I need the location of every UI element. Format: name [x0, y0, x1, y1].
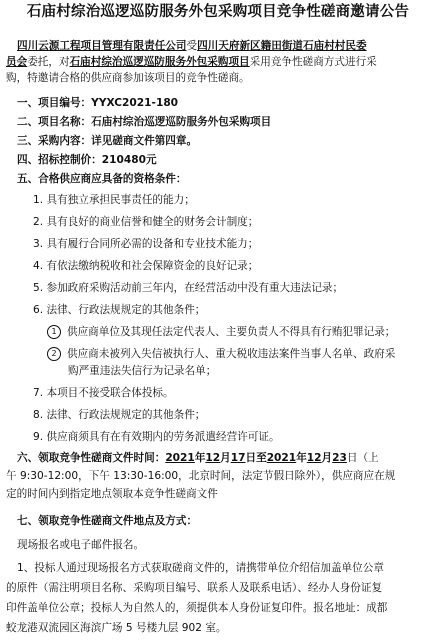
- intro-text: 采用竞争性磋商方式进行采: [249, 56, 377, 68]
- agency-name: 四川云源工程项目管理有限责任公司: [17, 40, 187, 52]
- intro-text: 受: [186, 40, 198, 52]
- section7-line: 印件盖单位公章；投标人为自然人的，须提供本人身份证复印件。报名地址：成都: [6, 602, 388, 614]
- page-title: 石庙村综治巡逻巡防服务外包采购项目竞争性磋商邀请公告: [26, 3, 410, 20]
- section6-line-1: 六、领取竞争性磋商文件时间：2021年12月17日至2021年12月23日（上: [17, 452, 379, 464]
- circled-number-1: 1: [47, 325, 61, 339]
- section6-heading: 六、领取竞争性磋商文件时间：: [17, 452, 166, 464]
- section7-line: 现场报名或电子邮件报名。: [17, 539, 145, 551]
- section7-line: 蛟龙港双流园区海滨广场 5 号楼九层 902 室。: [6, 622, 227, 634]
- qualification-item: 7. 本项目不接受联合体投标。: [33, 387, 174, 399]
- sub-item: 2 供应商未被列入失信被执行人、重大税收违法案件当事人名单、政府采: [0, 346, 436, 362]
- circled-number-2: 2: [47, 347, 61, 361]
- section6-line-2: 午 9:30-12:00，下午 13:30-16:00，北京时间，法定节假日除外），供应商应在规: [6, 470, 396, 482]
- section6-line-3: 定的时间内到指定地点领取本竞争性磋商文件: [6, 488, 218, 500]
- intro-text: 委托，对: [27, 56, 70, 68]
- intro-line-1: [0, 38, 436, 54]
- qualification-item: 9. 供应商须具有在有效期内的劳务派遣经营许可证。: [33, 431, 280, 443]
- section7-heading: 七、领取竞争性磋商文件地点及方式：: [17, 515, 198, 527]
- control-price: 四、招标控制价：210480元: [17, 154, 157, 166]
- purchaser-name-cont: 员会: [6, 56, 28, 68]
- purchaser-name: 四川天府新区籍田街道石庙村村民委: [197, 40, 367, 52]
- qualification-item: 8. 法律、行政法规规定的其他条件；: [33, 409, 206, 421]
- procurement-content: 三、采购内容：详见磋商文件第四章。: [17, 135, 198, 147]
- qualification-item: 4. 有依法缴纳税收和社会保障资金的良好记录；: [33, 260, 259, 272]
- qualification-item: 1. 具有独立承担民事责任的能力；: [33, 194, 195, 206]
- project-name: 二、项目名称：石庙村综治巡逻巡防服务外包采购项目: [17, 116, 272, 128]
- qualification-item: 3. 具有履行合同所必需的设备和专业技术能力；: [33, 238, 259, 250]
- project-name-inline: 石庙村综治巡逻巡防服务外包采购项目: [69, 56, 250, 68]
- sub-item-cont: 购严重违法失信行为记录名单；: [68, 365, 217, 377]
- qualification-item: 6. 法律、行政法规规定的其他条件；: [33, 304, 206, 316]
- qualification-item: 5. 参加政府采购活动前三年内，在经营活动中没有重大违法记录；: [33, 282, 344, 294]
- section7-line: 1、投标人通过现场报名方式获取磋商文件的，请携带单位介绍信加盖单位公章: [17, 562, 384, 574]
- qualification-item: 2. 具有良好的商业信誉和健全的财务会计制度；: [33, 216, 259, 228]
- project-number: 一、项目编号：YYXC2021-180: [17, 97, 179, 109]
- section7-line: 的原件（需注明项目名称、采购项目编号、联系人及联系电话）、经办人身份证复: [6, 582, 383, 594]
- intro-line-3: 购，特邀请合格的供应商参加该项目的竞争性磋商。: [6, 72, 250, 84]
- qualification-heading: 五、合格供应商应具备的资格条件：: [17, 173, 187, 185]
- intro-line-2: [0, 54, 436, 70]
- sub-item: 1 供应商单位及其现任法定代表人、主要负责人不得具有行贿犯罪记录；: [0, 324, 436, 340]
